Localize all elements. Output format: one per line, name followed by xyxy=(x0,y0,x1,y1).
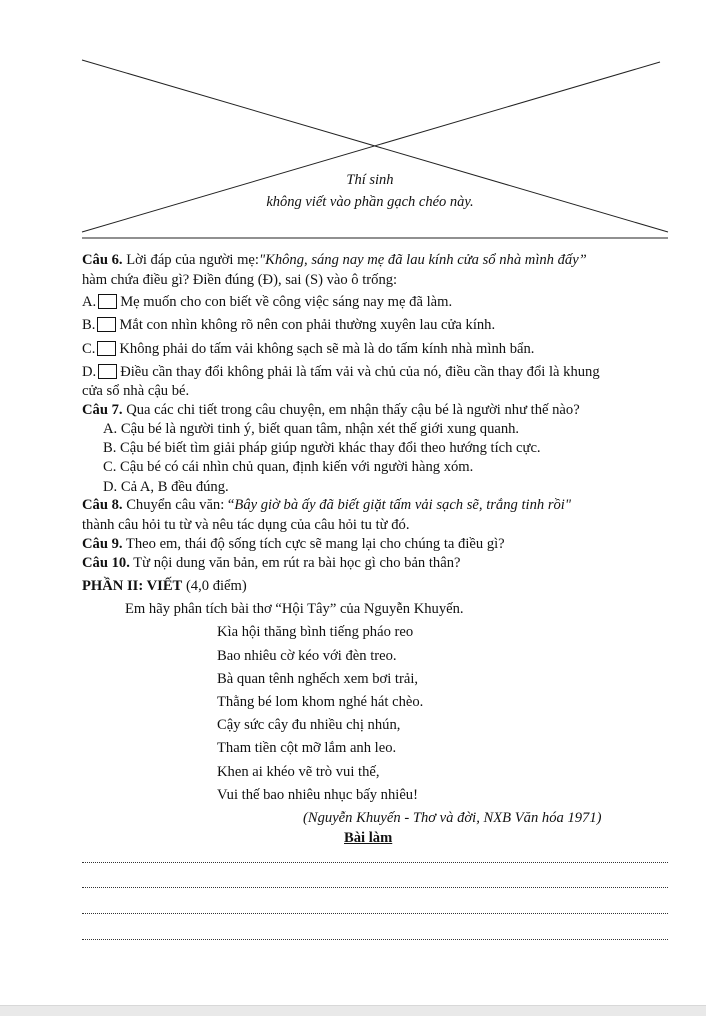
question-8-quote: Bây giờ bà ấy đã biết giặt tấm vải sạch sẽ, trắng tinh rồi" xyxy=(234,497,571,513)
question-8-label: Câu 8. xyxy=(82,497,123,513)
answer-box-a[interactable] xyxy=(98,294,117,309)
answer-box-c[interactable] xyxy=(97,341,116,356)
q6-option-d: D. Điều cần thay đổi không phải là tấm vải và chủ của nó, điều cần thay đổi là khung xyxy=(82,364,600,380)
answer-line-2[interactable] xyxy=(82,887,668,888)
q6-option-b: B. Mắt con nhìn không rõ nên con phải thường xuyên lau cửa kính. xyxy=(82,317,496,333)
answer-line-4[interactable] xyxy=(82,939,668,940)
question-10: Câu 10. Từ nội dung văn bản, em rút ra bài học gì cho bản thân? xyxy=(82,555,461,571)
poem-line-5: Cậy sức cây đu nhiều chị nhún, xyxy=(217,717,401,733)
q6-option-c: C. Không phải do tấm vải không sạch sẽ mà là do tấm kính nhà mình bẩn. xyxy=(82,341,535,357)
poem-line-7: Khen ai khéo vẽ trò vui thế, xyxy=(217,764,380,780)
question-9: Câu 9. Theo em, thái độ sống tích cực sẽ mang lại cho chúng ta điều gì? xyxy=(82,536,505,552)
question-6-label: Câu 6. xyxy=(82,252,123,268)
candidate-note-line2: không viết vào phần gạch chéo này. xyxy=(266,194,474,210)
question-7-label: Câu 7. xyxy=(82,402,123,418)
poem-line-1: Kìa hội thăng bình tiếng pháo reo xyxy=(217,624,414,640)
answer-box-b[interactable] xyxy=(97,317,116,332)
question-6-quote: "Không, sáng nay mẹ đã lau kính cửa sổ nhà mình đấy” xyxy=(258,252,587,268)
question-8-line2: thành câu hỏi tu từ và nêu tác dụng của câu hỏi tu từ đó. xyxy=(82,517,410,533)
q7-option-c: C. Cậu bé có cái nhìn chủ quan, định kiến với người hàng xóm. xyxy=(103,459,474,475)
answer-line-1[interactable] xyxy=(82,862,668,863)
poem-line-3: Bà quan tênh nghếch xem bơi trải, xyxy=(217,671,419,687)
page-edge xyxy=(0,1005,706,1016)
answer-title: Bài làm xyxy=(344,830,393,846)
question-6: Câu 6. Lời đáp của người mẹ:"Không, sáng nay mẹ đã lau kính cửa sổ nhà mình đấy” xyxy=(82,252,587,268)
poem-source: (Nguyễn Khuyến - Thơ và đời, NXB Văn hóa 1971) xyxy=(303,810,602,826)
q7-option-b: B. Cậu bé biết tìm giải pháp giúp người khác thay đổi theo hướng tích cực. xyxy=(103,440,541,456)
question-8: Câu 8. Chuyển câu văn: “Bây giờ bà ấy đã biết giặt tấm vải sạch sẽ, trắng tinh rồi" xyxy=(82,497,571,513)
answer-line-3[interactable] xyxy=(82,913,668,914)
poem-line-6: Tham tiền cột mỡ lắm anh leo. xyxy=(217,740,397,756)
q6-option-d-cont: cửa sổ nhà cậu bé. xyxy=(82,383,190,399)
candidate-note-line1: Thí sinh xyxy=(346,172,394,188)
question-7: Câu 7. Qua các chi tiết trong câu chuyện, em nhận thấy cậu bé là người như thế nào? xyxy=(82,402,580,418)
question-6-line2: hàm chứa điều gì? Điền đúng (Đ), sai (S) vào ô trống: xyxy=(82,272,398,288)
poem-line-4: Thằng bé lom khom nghé hát chèo. xyxy=(217,694,424,710)
question-9-label: Câu 9. xyxy=(82,536,123,552)
answer-box-d[interactable] xyxy=(98,364,117,379)
q6-option-a: A. Mẹ muốn cho con biết về công việc sáng nay mẹ đã làm. xyxy=(82,294,453,310)
poem-line-2: Bao nhiêu cờ kéo với đèn treo. xyxy=(217,648,397,664)
question-10-label: Câu 10. xyxy=(82,555,130,571)
q7-option-d: D. Cả A, B đều đúng. xyxy=(103,479,229,495)
q7-option-a: A. Cậu bé là người tinh ý, biết quan tâm, nhận xét thế giới xung quanh. xyxy=(103,421,520,437)
poem-line-8: Vui thế bao nhiêu nhục bấy nhiêu! xyxy=(217,787,418,803)
part2-heading: PHẦN II: VIẾT (4,0 điểm) xyxy=(82,578,247,594)
part2-prompt: Em hãy phân tích bài thơ “Hội Tây” của Nguyễn Khuyến. xyxy=(125,601,464,617)
